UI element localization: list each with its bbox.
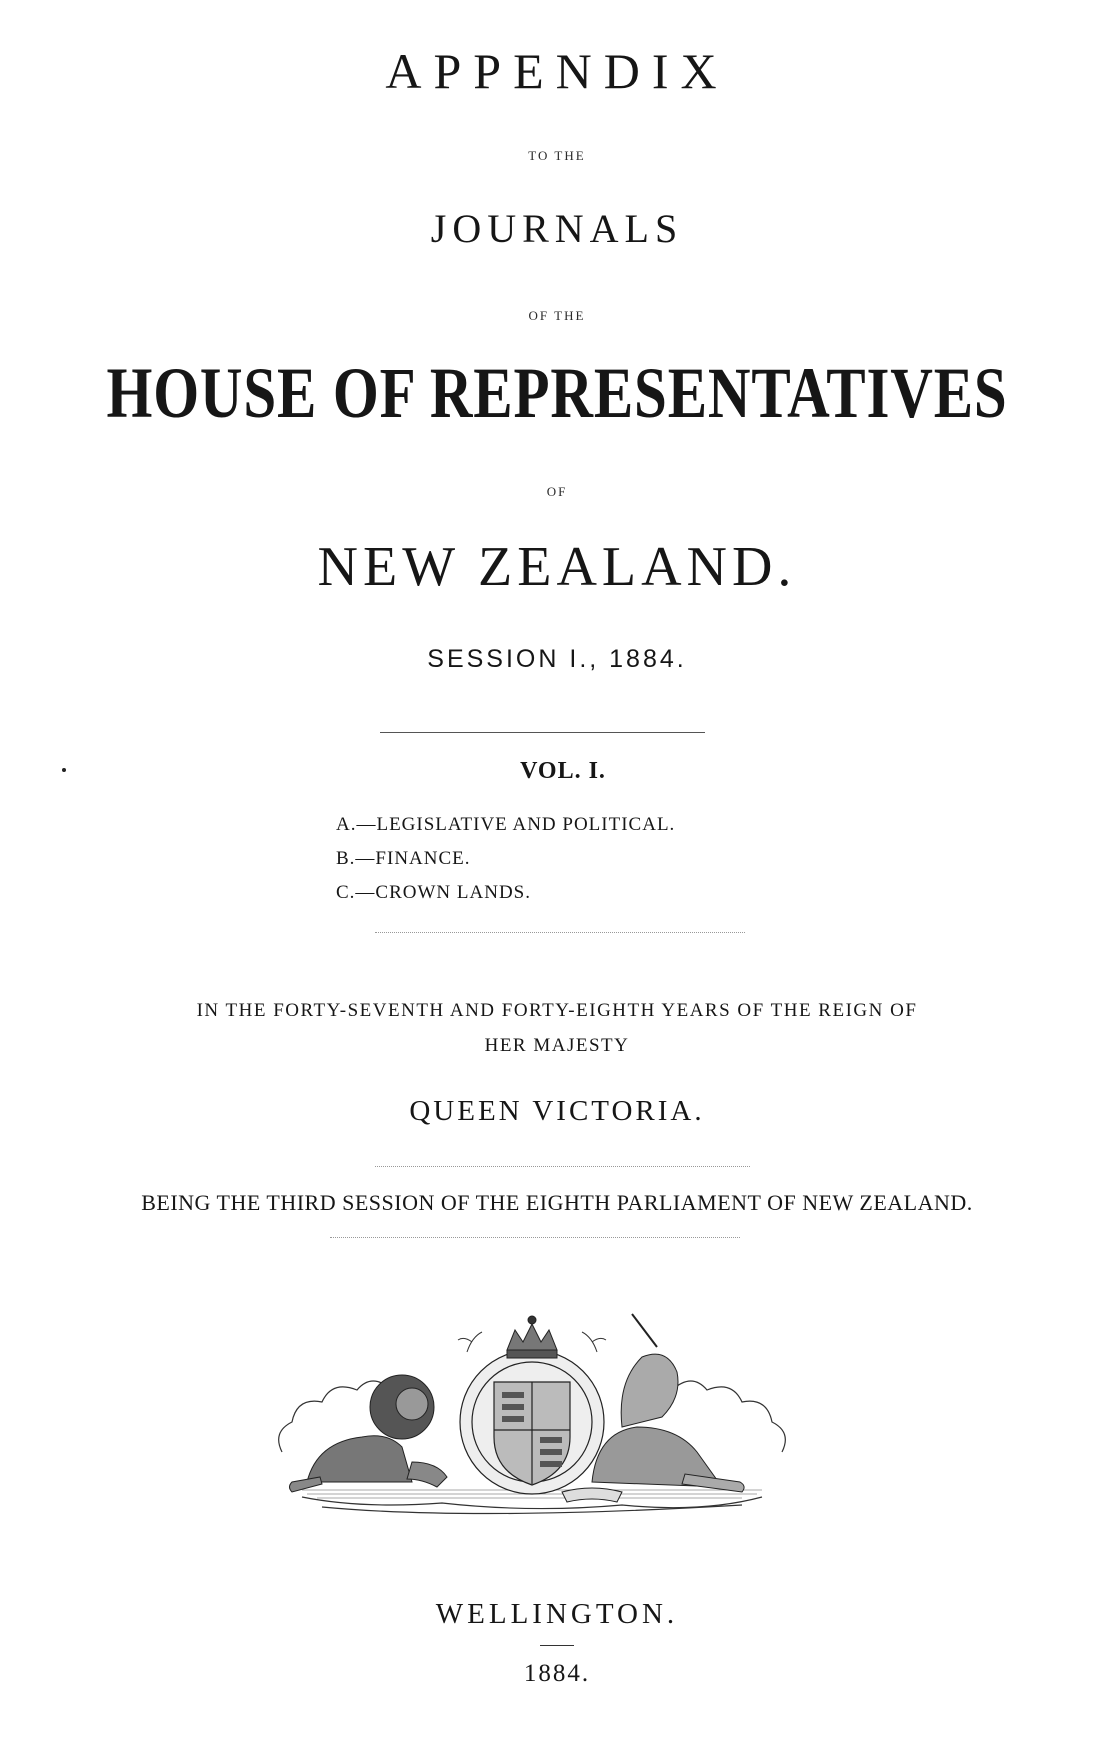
contents-item: B.—FINANCE. — [336, 848, 471, 869]
contents-item: C.—CROWN LANDS. — [336, 882, 531, 903]
divider-rule — [540, 1645, 574, 1646]
reign-line: IN THE FORTY-SEVENTH AND FORTY-EIGHTH YEARS OF THE REIGN OF — [196, 1000, 918, 1021]
session-line: SESSION I., 1884. — [427, 645, 687, 673]
to-the-text: TO THE — [528, 148, 586, 163]
divider-rule — [330, 1237, 740, 1238]
journals-heading: JOURNALS — [430, 206, 684, 251]
volume-contents — [336, 808, 675, 910]
divider-rule — [375, 932, 745, 933]
appendix-heading: APPENDIX — [385, 43, 729, 99]
of-the-text: OF THE — [528, 308, 586, 323]
parliament-line: BEING THE THIRD SESSION OF THE EIGHTH PARLIAMENT OF NEW ZEALAND. — [141, 1190, 973, 1215]
her-majesty-line: HER MAJESTY — [484, 1035, 630, 1056]
sovereign-name: QUEEN VICTORIA. — [409, 1095, 705, 1127]
divider-rule — [380, 732, 705, 733]
volume-label: VOL. I. — [520, 758, 606, 784]
of-text: OF — [546, 484, 568, 499]
imprint-place: WELLINGTON. — [435, 1598, 679, 1630]
imprint-year: 1884. — [523, 1660, 591, 1687]
country-heading: NEW ZEALAND. — [317, 536, 797, 598]
stray-mark — [62, 768, 66, 772]
royal-coat-of-arms — [262, 1312, 802, 1522]
contents-item: A.—LEGISLATIVE AND POLITICAL. — [336, 814, 676, 835]
divider-rule — [375, 1166, 750, 1167]
house-heading: HOUSE OF REPRESENTATIVES — [106, 353, 1008, 433]
